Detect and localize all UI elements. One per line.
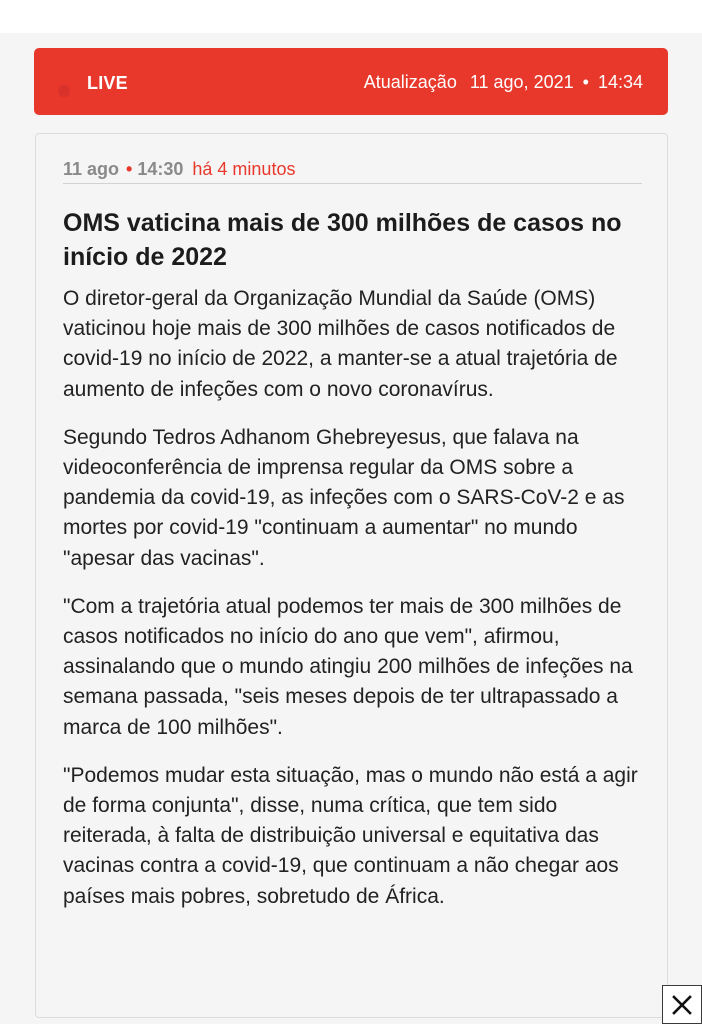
update-separator: • xyxy=(582,72,589,92)
meta-divider xyxy=(63,183,642,184)
post-paragraph: Segundo Tedros Adhanom Ghebreyesus, que falava na videoconferência de imprensa regular da OMS sobre a pandemia da covid-19, as infeções com o SARS-CoV-2 e as mortes por covid-19 "continuam a aumentar" no mundo "apesar das vacinas". xyxy=(63,425,625,570)
live-banner xyxy=(34,48,668,115)
post-time: 14:30 xyxy=(137,159,184,179)
post-meta xyxy=(63,159,295,180)
update-time: 14:34 xyxy=(597,72,643,92)
post-paragraph: "Podemos mudar esta situação, mas o mundo não está a agir de forma conjunta", disse, numa crítica, que tem sido reiterada, à falta de distribuição universal e equitativa das vacinas contra a covid-19, que continuam a não chegar aos países mais pobres, sobretudo de África. xyxy=(63,763,638,908)
post-separator: • xyxy=(126,159,133,179)
post-body xyxy=(63,284,643,930)
last-update xyxy=(364,72,643,93)
post-headline: OMS vaticina mais de 300 milhões de casos no início de 2022 xyxy=(63,209,622,271)
close-button[interactable] xyxy=(662,985,702,1024)
update-date: 11 ago, 2021 xyxy=(469,72,574,92)
post-relative-time: há 4 minutos xyxy=(192,159,296,179)
live-post-card xyxy=(35,133,668,1018)
live-dot-icon xyxy=(57,84,71,98)
update-label: Atualização xyxy=(363,72,457,92)
post-date: 11 ago xyxy=(63,159,120,179)
live-label: LIVE xyxy=(87,73,128,93)
post-paragraph: O diretor-geral da Organização Mundial da Saúde (OMS) vaticinou hoje mais de 300 milhões de casos notificados de covid-19 no início de 2022, a manter-se a atual trajetória de aumento de infeções com o novo coronavírus. xyxy=(63,287,618,401)
post-paragraph: "Com a trajetória atual podemos ter mais de 300 milhões de casos notificados no início do ano que vem", afirmou, assinalando que o mundo atingiu 200 milhões de infeções na semana passada, "seis meses depois de ter ultrapassado a marca de 100 milhões". xyxy=(63,594,633,739)
top-strip xyxy=(0,0,702,33)
close-icon xyxy=(671,994,693,1016)
